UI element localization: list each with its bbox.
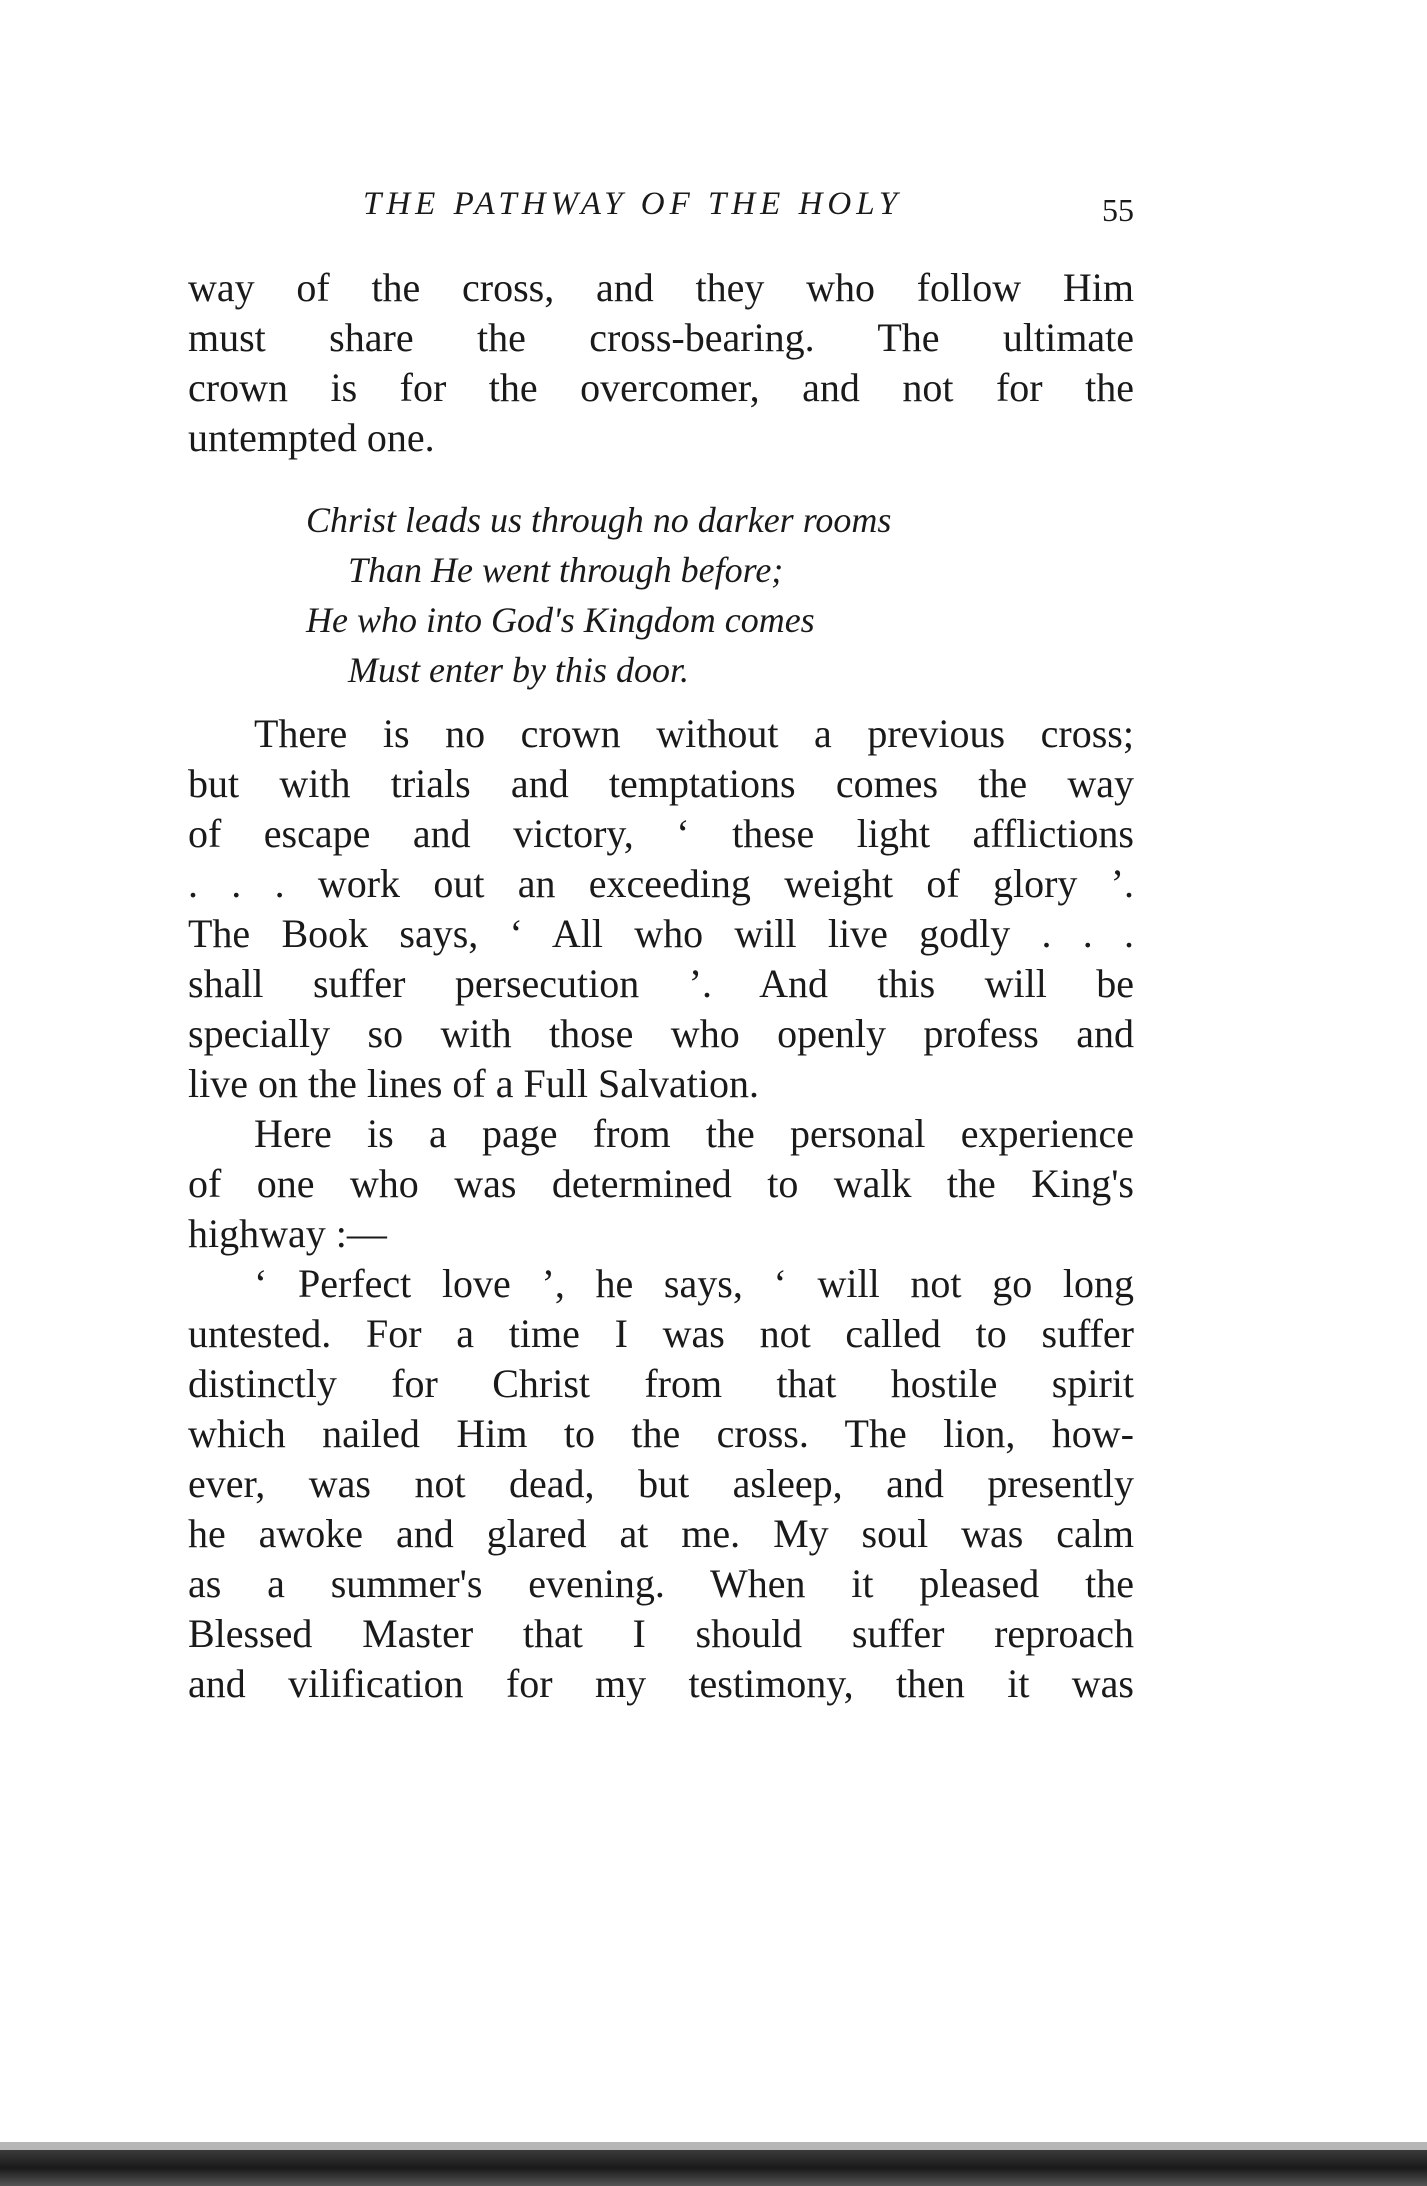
text-line: ever, was not dead, but asleep, and presently bbox=[188, 1461, 1134, 1506]
text-line: The Book says, ‘ All who will live godly . . . bbox=[188, 911, 1134, 956]
running-header bbox=[188, 186, 1134, 236]
text-line: must share the cross-bearing. The ultimate bbox=[188, 315, 1134, 360]
text-line: but with trials and temptations comes the way bbox=[188, 761, 1134, 806]
text-line: of escape and victory, ‘ these light afflictions bbox=[188, 811, 1134, 856]
verse-line: Christ leads us through no darker rooms bbox=[306, 500, 892, 540]
verse-line: Than He went through before; bbox=[348, 550, 784, 590]
scan-bottom-border bbox=[0, 2150, 1427, 2186]
text-line: way of the cross, and they who follow Him bbox=[188, 265, 1134, 310]
running-title: THE PATHWAY OF THE HOLY bbox=[363, 186, 903, 222]
text-line: untempted one. bbox=[188, 415, 435, 460]
text-line: There is no crown without a previous cross; bbox=[254, 711, 1134, 756]
verse-line: He who into God's Kingdom comes bbox=[306, 600, 815, 640]
scan-edge-shadow bbox=[0, 2142, 1427, 2150]
text-line: distinctly for Christ from that hostile spirit bbox=[188, 1361, 1134, 1406]
page-number: 55 bbox=[1102, 192, 1134, 228]
text-line: he awoke and glared at me. My soul was calm bbox=[188, 1511, 1134, 1556]
text-line: shall suffer persecution ’. And this will be bbox=[188, 961, 1134, 1006]
text-line: . . . work out an exceeding weight of glory ’. bbox=[188, 861, 1134, 906]
text-line: ‘ Perfect love ’, he says, ‘ will not go long bbox=[254, 1261, 1134, 1306]
text-line: highway :— bbox=[188, 1211, 387, 1256]
text-line: Here is a page from the personal experience bbox=[254, 1111, 1134, 1156]
text-line: of one who was determined to walk the King's bbox=[188, 1161, 1134, 1206]
text-line: as a summer's evening. When it pleased the bbox=[188, 1561, 1134, 1606]
verse-quotation bbox=[306, 495, 1106, 695]
body-text bbox=[188, 709, 1134, 1709]
text-line: Blessed Master that I should suffer reproach bbox=[188, 1611, 1134, 1656]
text-line: live on the lines of a Full Salvation. bbox=[188, 1061, 760, 1106]
text-line: which nailed Him to the cross. The lion, how- bbox=[188, 1411, 1134, 1456]
text-line: specially so with those who openly profess and bbox=[188, 1011, 1134, 1056]
verse-line: Must enter by this door. bbox=[348, 650, 689, 690]
text-line: crown is for the overcomer, and not for the bbox=[188, 365, 1134, 410]
text-line: untested. For a time I was not called to suffer bbox=[188, 1311, 1134, 1356]
text-line: and vilification for my testimony, then it was bbox=[188, 1661, 1134, 1706]
paragraph-continuation bbox=[188, 263, 1134, 463]
